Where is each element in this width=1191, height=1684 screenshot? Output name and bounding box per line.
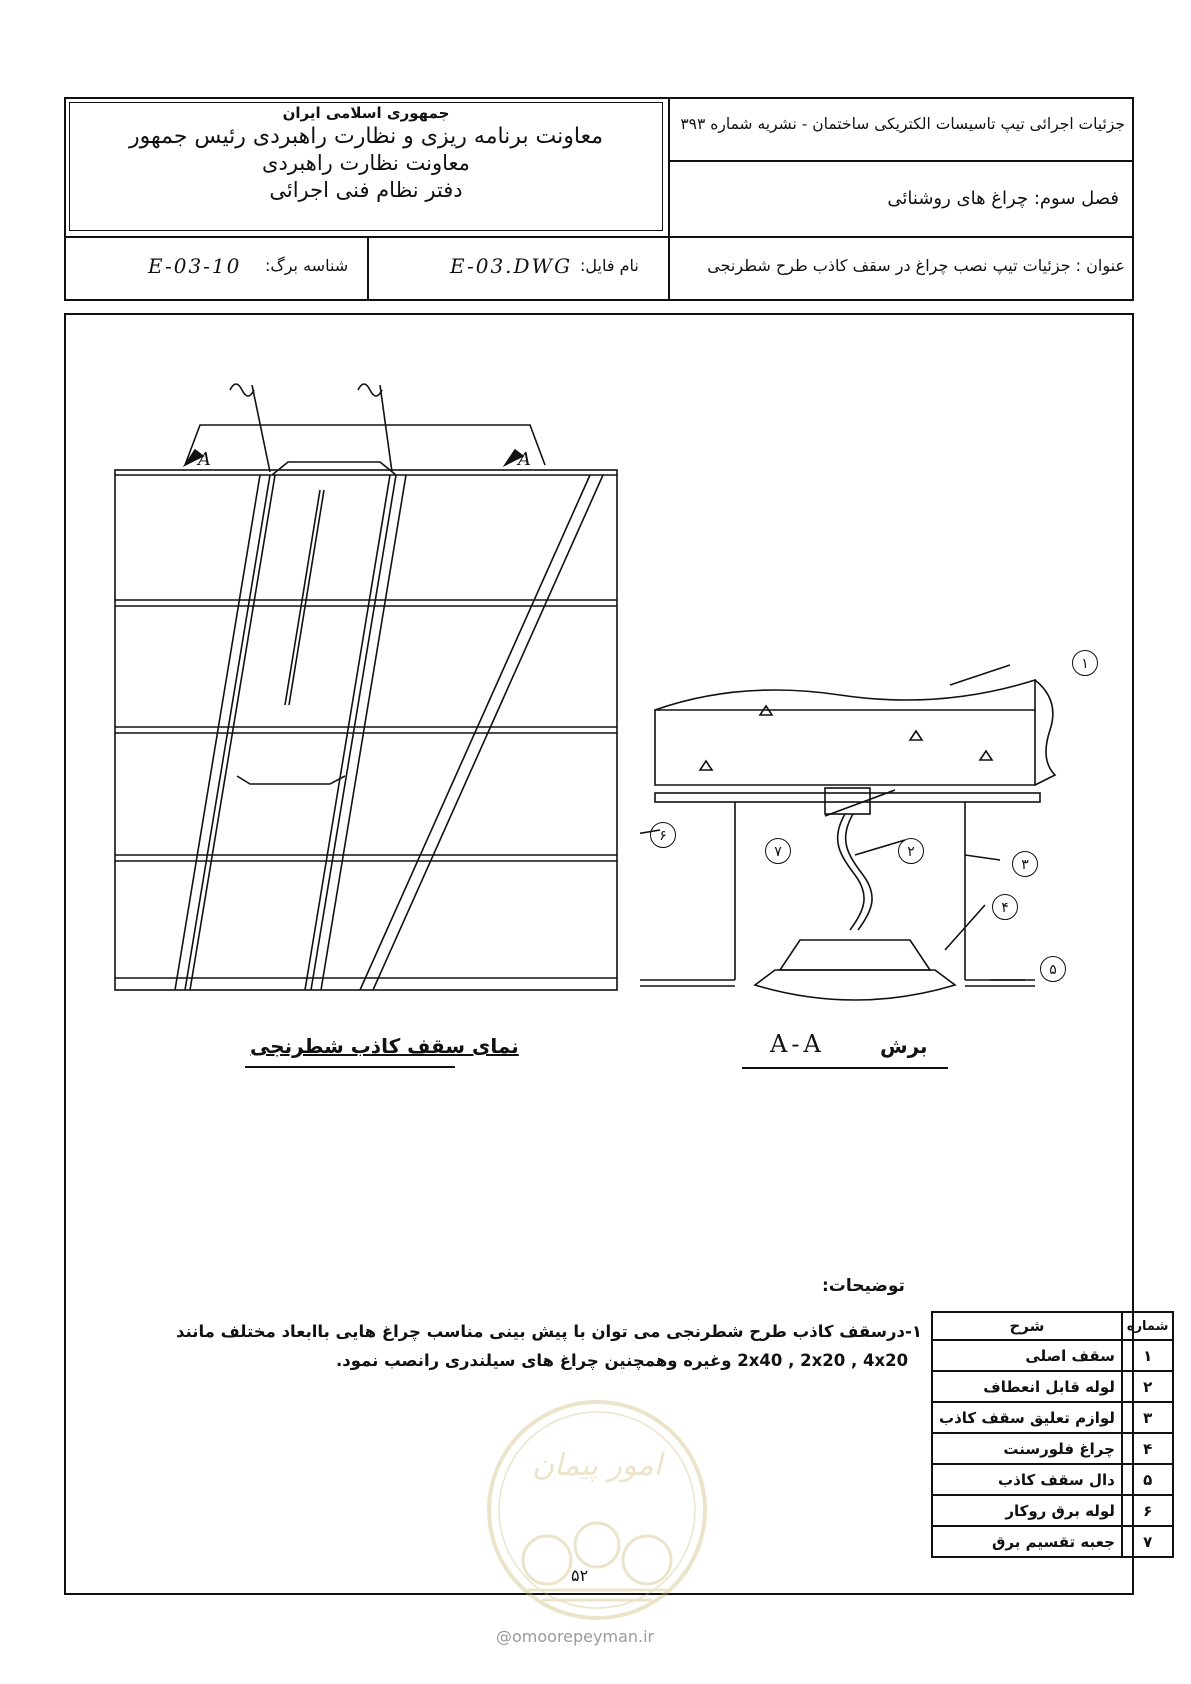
main-slab xyxy=(655,710,1035,785)
svg-text:امور پیمان: امور پیمان xyxy=(532,1448,662,1483)
sheet-id-label: شناسه برگ: xyxy=(265,256,349,275)
issuing-authority xyxy=(70,104,662,203)
slab-break xyxy=(655,680,1055,785)
legend-desc: سقف اصلی xyxy=(932,1340,1122,1371)
legend-desc: لوله برق روکار xyxy=(932,1495,1122,1526)
title-block-divider xyxy=(367,237,369,301)
sheet-title: عنوان : جزئیات تیپ نصب چراغ در سقف کاذب طرح شطرنجی xyxy=(707,256,1125,275)
callout-5: ۵ xyxy=(1040,956,1066,982)
legend-desc: جعبه تقسیم برق xyxy=(932,1526,1122,1557)
title-block-divider xyxy=(64,236,1134,238)
authority-line-4: دفتر نظام فنی اجرائی xyxy=(269,177,463,202)
fluorescent-fixture xyxy=(780,940,930,970)
hanger-hook xyxy=(230,384,254,396)
concrete-aggregate xyxy=(980,751,992,760)
notes-heading: توضیحات: xyxy=(822,1276,905,1296)
legend-row xyxy=(932,1433,1173,1464)
hanger-hook xyxy=(358,384,382,396)
watermark-url-text: omoorepeyman.ir xyxy=(512,1627,655,1646)
legend-row xyxy=(932,1340,1173,1371)
callout-6: ۶ xyxy=(650,822,676,848)
legend-desc: چراغ فلورسنت xyxy=(932,1433,1122,1464)
ceiling-grid-view xyxy=(100,370,630,1010)
legend-num: ۶ xyxy=(1122,1495,1174,1526)
publication-title: جزئیات اجرائی تیپ تاسیسات الکتریکی ساختمان - نشریه شماره ۳۹۳ xyxy=(680,115,1125,133)
legend-num: ۴ xyxy=(1122,1433,1174,1464)
legend-num: ۲ xyxy=(1122,1371,1174,1402)
title-block-divider xyxy=(668,160,1134,162)
legend-header-row xyxy=(932,1312,1173,1340)
authority-line-1: جمهوری اسلامی ایران xyxy=(282,104,450,122)
legend-col-number: شماره xyxy=(1122,1312,1174,1340)
legend-row xyxy=(932,1464,1173,1495)
callout-4: ۴ xyxy=(992,894,1018,920)
callout-leader xyxy=(825,790,895,816)
section-caption-code: A-A xyxy=(770,1030,825,1058)
callout-7: ۷ xyxy=(765,838,791,864)
page-number: ۵۲ xyxy=(571,1566,589,1585)
legend-num: ۳ xyxy=(1122,1402,1174,1433)
legend-num: ۱ xyxy=(1122,1340,1174,1371)
legend-row xyxy=(932,1495,1173,1526)
legend-desc: لوله قابل انعطاف xyxy=(932,1371,1122,1402)
section-caption-word: برش xyxy=(880,1034,928,1058)
section-marker-left: A xyxy=(198,449,211,470)
legend-row xyxy=(932,1371,1173,1402)
legend-row xyxy=(932,1402,1173,1433)
watermark-url xyxy=(496,1627,654,1646)
fixture-diffuser xyxy=(755,970,955,1000)
callout-1: ۱ xyxy=(1072,650,1098,676)
callout-3: ۳ xyxy=(1012,851,1038,877)
legend-desc: دال سقف کاذب xyxy=(932,1464,1122,1495)
legend-num: ۵ xyxy=(1122,1464,1174,1495)
legend-desc: لوازم تعلیق سقف کاذب xyxy=(932,1402,1122,1433)
authority-line-2: معاونت برنامه ریزی و نظارت راهبردی رئیس جمهور xyxy=(128,123,604,149)
concrete-aggregate xyxy=(700,761,712,770)
legend-table xyxy=(931,1311,1174,1558)
legend-num: ۷ xyxy=(1122,1526,1174,1557)
watermark-logo xyxy=(482,1395,712,1625)
authority-line-3: معاونت نظارت راهبردی xyxy=(262,151,470,176)
chapter-title: فصل سوم: چراغ های روشنائی xyxy=(887,188,1119,209)
title-block-divider xyxy=(668,237,670,301)
sheet-id-value: E-03-10 xyxy=(148,254,242,278)
file-label: نام فایل: xyxy=(580,256,639,275)
fixture-lens-bottom xyxy=(237,776,345,784)
fixture-highlight xyxy=(289,490,324,705)
section-marker-right: A xyxy=(518,449,531,470)
concrete-aggregate xyxy=(910,731,922,740)
legend-row xyxy=(932,1526,1173,1557)
notes-line-1: ۱-درسقف کاذب طرح شطرنجی می توان با پیش بینی مناسب چراغ هایی باابعاد مختلف مانند xyxy=(176,1322,922,1341)
fixture-lens-top xyxy=(272,462,396,475)
left-view-caption: نمای سقف کاذب شطرنجی xyxy=(250,1034,519,1058)
fixture-highlight xyxy=(285,490,320,705)
title-block-divider xyxy=(668,97,670,237)
grid-outline xyxy=(115,470,617,990)
file-value: E-03.DWG xyxy=(450,254,573,278)
section-caption-underline xyxy=(742,1067,948,1069)
left-caption-underline xyxy=(245,1066,455,1068)
section-view xyxy=(640,640,1080,1010)
callout-leader xyxy=(950,665,1010,685)
watermark-url-icon: @ xyxy=(496,1627,512,1646)
hanger-wire xyxy=(252,385,270,472)
callout-leader xyxy=(965,855,1000,860)
section-line xyxy=(185,425,545,465)
surface-conduit xyxy=(655,793,1040,802)
hanger-wire xyxy=(380,385,392,472)
callout-2: ۲ xyxy=(898,838,924,864)
flexible-conduit xyxy=(846,814,872,930)
legend-col-desc: شرح xyxy=(932,1312,1122,1340)
notes-line-2: 2x40 , 2x20 , 4x20 وغیره وهمچنین چراغ های سیلندری رانصب نمود. xyxy=(336,1351,909,1370)
